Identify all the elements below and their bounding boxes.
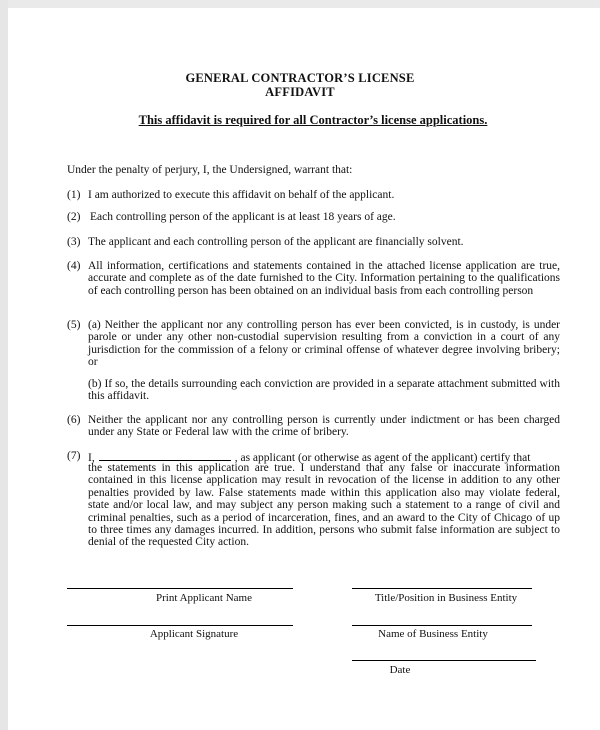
item-text-2: Each controlling person of the applicant is at least 18 years of age. [90, 211, 396, 223]
requirement-notice: This affidavit is required for all Contractor’s license applications. [138, 113, 488, 127]
item-text-4: All information, certifications and statements contained in the attached license application are true, accurate and complete as of the date furnished to the City. Information pertaining to the qualifications of each controlling person has been obtained on an individual basis from each controlling person [88, 260, 560, 297]
item-number-7: (7) [67, 450, 81, 462]
item-text-5b: (b) If so, the details surrounding each conviction are provided in a separate attachment submitted with this affidavit. [88, 378, 560, 403]
item-number-4: (4) [67, 260, 81, 272]
item-text-3: The applicant and each controlling person of the applicant are financially solvent. [88, 236, 464, 248]
title-position-line[interactable] [352, 588, 532, 589]
item-number-1: (1) [67, 189, 81, 201]
item-number-6: (6) [67, 414, 81, 426]
intro-text: Under the penalty of perjury, I, the Undersigned, warrant that: [67, 164, 353, 176]
item-number-2: (2) [67, 211, 81, 223]
business-name-line[interactable] [352, 625, 532, 626]
item-text-5a: (a) Neither the applicant nor any controlling person has ever been convicted, is in custody, is under parole or under any other non-custodial supervision resulting from a conviction in a court of any jurisdiction for the commission of a felony or criminal offense of whatever degree involving bribery; or [88, 319, 560, 369]
title-position-label: Title/Position in Business Entity [374, 592, 518, 604]
business-name-label: Name of Business Entity [378, 628, 488, 640]
item-text-7: the statements in this application are true. I understand that any false or inaccurate information contained in this license application may result in revocation of the license in addition to any other penalties provided by law. False statements made within this application also may violate federal, state and/or local law, and may subject any person making such a statement to a range of civil and criminal penalties, such as a period of incarceration, fines, and an award to the City of Chicago of up to three times any damages incurred. In addition, persons who submit false information are subject to denial of the requested City action. [88, 462, 560, 549]
item-number-3: (3) [67, 236, 81, 248]
agent-name-blank[interactable] [99, 450, 231, 461]
item-text-6: Neither the applicant nor any controlling person is currently under indictment or has been charged under any State or Federal law with the crime of bribery. [88, 414, 560, 439]
signature-line[interactable] [67, 625, 293, 626]
signature-label: Applicant Signature [149, 628, 239, 640]
item-7-lead-after: , as applicant (or otherwise as agent of the applicant) certify that [234, 452, 531, 464]
item-text-1: I am authorized to execute this affidavit on behalf of the applicant. [88, 189, 395, 201]
document-title: GENERAL CONTRACTOR’S LICENSE [185, 71, 415, 85]
item-number-5: (5) [67, 319, 81, 331]
date-line[interactable] [352, 660, 536, 661]
document-subtitle: AFFIDAVIT [265, 85, 335, 99]
page-edge-left [0, 0, 8, 730]
item-7-lead-word: I, [88, 452, 95, 464]
print-name-line[interactable] [67, 588, 293, 589]
print-name-label: Print Applicant Name [156, 592, 252, 604]
date-label: Date [389, 664, 411, 676]
